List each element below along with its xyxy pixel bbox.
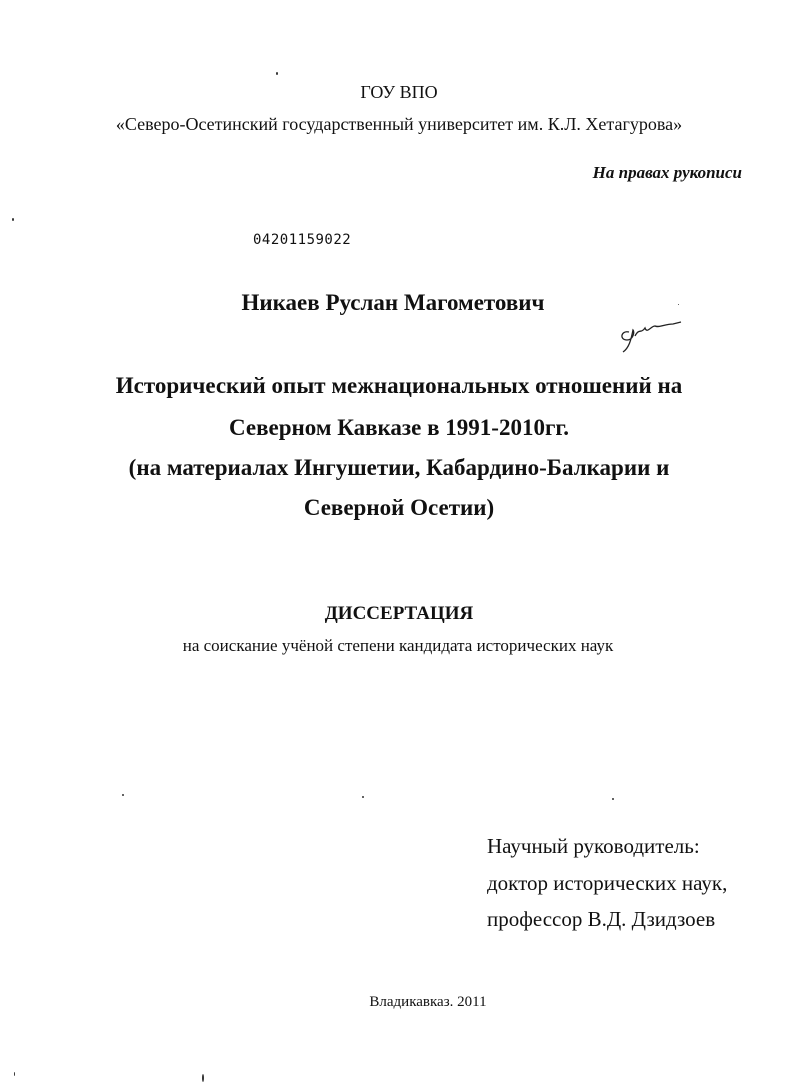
title-line-2: Северном Кавказе в 1991-2010гг. [228, 415, 570, 440]
supervisor-label: Научный руководитель: [487, 834, 700, 858]
scan-speck [202, 1074, 204, 1082]
work-type: ДИССЕРТАЦИЯ [324, 603, 474, 624]
supervisor-name: профессор В.Д. Дзидзоев [487, 907, 716, 931]
university-name: «Северо-Осетинский государственный университет им. К.Л. Хетагурова» [115, 114, 683, 134]
catalog-code: 04201159022 [253, 232, 352, 248]
supervisor-degree: доктор исторических наук, [487, 871, 728, 895]
degree-line: на соискание учёной степени кандидата исторических наук [182, 636, 614, 655]
city-year: Владикавказ. 2011 [369, 994, 487, 1010]
author-name: Никаев Руслан Магометович [241, 290, 545, 315]
scan-speck [122, 794, 124, 796]
scan-speck [276, 72, 278, 75]
scan-speck [362, 796, 364, 798]
scan-speck [14, 1072, 15, 1076]
scan-speck [612, 798, 614, 800]
signature-mark [615, 318, 685, 358]
title-line-1: Исторический опыт межнациональных отношений на [115, 373, 683, 398]
organization-name: ГОУ ВПО [360, 82, 438, 102]
manuscript-rights-note: На правах рукописи [592, 163, 742, 182]
title-line-4: Северной Осетии) [303, 495, 495, 520]
scan-speck [678, 304, 679, 305]
title-line-3: (на материалах Ингушетии, Кабардино-Балкарии и [128, 455, 670, 480]
scan-speck [12, 218, 14, 221]
